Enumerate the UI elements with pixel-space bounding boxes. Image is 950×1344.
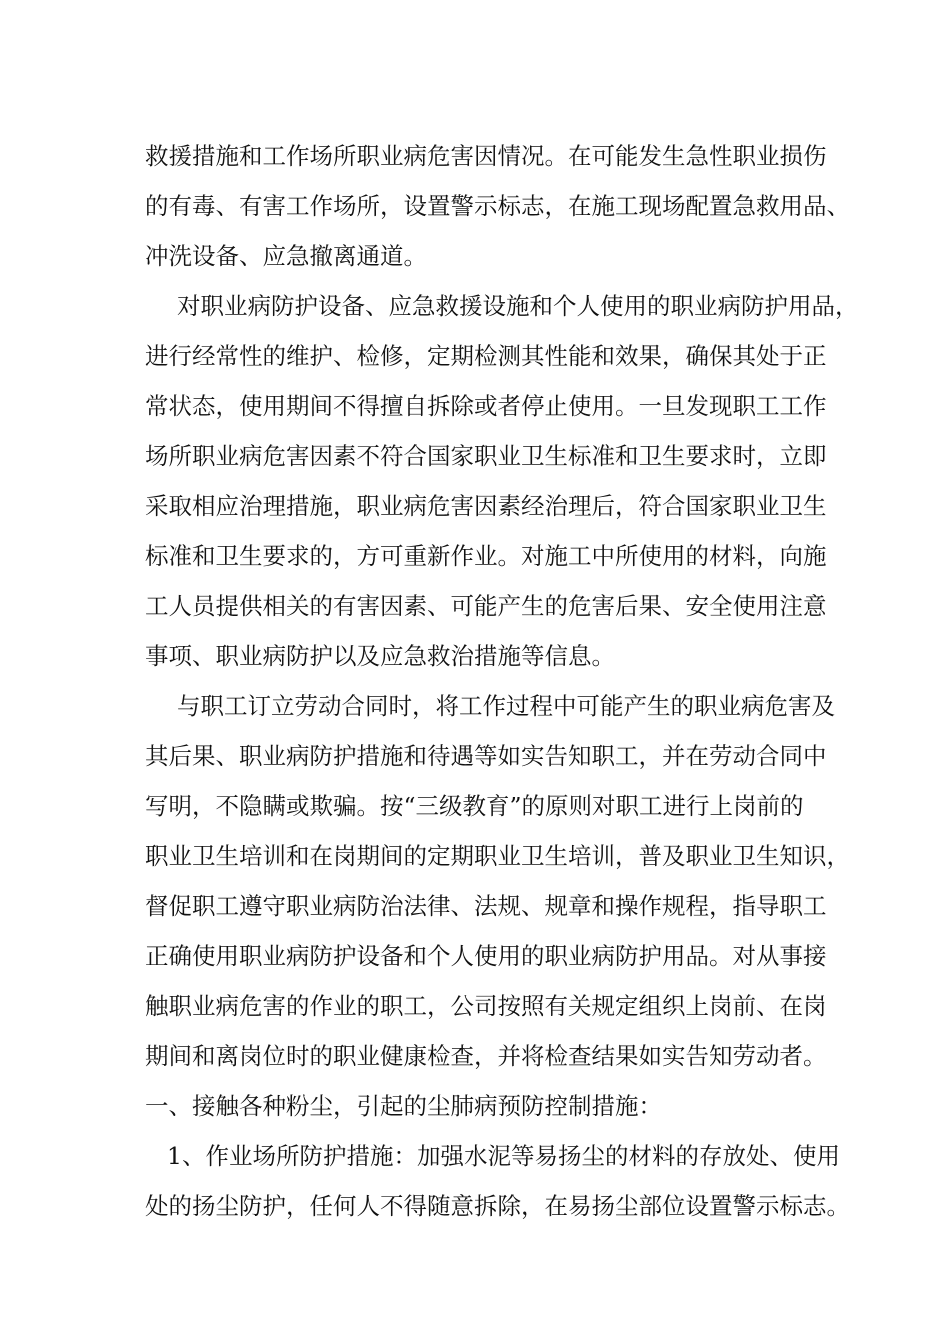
text-line: 与职工订立劳动合同时，将工作过程中可能产生的职业病危害及	[177, 692, 835, 720]
text-line: 进行经常性的维护、检修，定期检测其性能和效果，确保其处于正	[145, 342, 827, 370]
text-line: 1、作业场所防护措施：加强水泥等易扬尘的材料的存放处、使用	[167, 1142, 840, 1170]
heading-line: 一、接触各种粉尘，引起的尘肺病预防控制措施：	[145, 1092, 662, 1120]
text-line: 职业卫生培训和在岗期间的定期职业卫生培训，普及职业卫生知识，	[145, 842, 850, 870]
text-line: 触职业病危害的作业的职工，公司按照有关规定组织上岗前、在岗	[145, 992, 827, 1020]
text-line: 工人员提供相关的有害因素、可能产生的危害后果、安全使用注意	[145, 592, 827, 620]
paragraph	[145, 281, 859, 681]
text-line: 采取相应治理措施，职业病危害因素经治理后，符合国家职业卫生	[145, 492, 827, 520]
paragraph	[145, 681, 850, 1081]
text-line: 救援措施和工作场所职业病危害因情况。在可能发生急性职业损伤	[145, 142, 827, 170]
text-line: 的有毒、有害工作场所，设置警示标志，在施工现场配置急救用品、	[145, 192, 850, 220]
text-line: 期间和离岗位时的职业健康检查，并将检查结果如实告知劳动者。	[145, 1042, 827, 1070]
text-line: 其后果、职业病防护措施和待遇等如实告知职工，并在劳动合同中	[145, 742, 827, 770]
list-item	[145, 1131, 850, 1231]
text-line: 写明，不隐瞒或欺骗。按“三级教育”的原则对职工进行上岗前的	[145, 792, 804, 820]
text-line: 标准和卫生要求的，方可重新作业。对施工中所使用的材料，向施	[145, 542, 827, 570]
paragraph	[145, 131, 850, 281]
text-line: 场所职业病危害因素不符合国家职业卫生标准和卫生要求时，立即	[145, 442, 827, 470]
text-line: 冲洗设备、应急撤离通道。	[145, 242, 427, 270]
text-line: 事项、职业病防护以及应急救治措施等信息。	[145, 642, 615, 670]
text-line: 常状态，使用期间不得擅自拆除或者停止使用。一旦发现职工工作	[145, 392, 827, 420]
text-line: 对职业病防护设备、应急救援设施和个人使用的职业病防护用品，	[177, 292, 859, 320]
document-body	[145, 131, 859, 1231]
text-line: 督促职工遵守职业病防治法律、法规、规章和操作规程，指导职工	[145, 892, 827, 920]
section-heading	[145, 1081, 813, 1131]
text-line: 处的扬尘防护，任何人不得随意拆除，在易扬尘部位设置警示标志。	[145, 1192, 850, 1220]
text-line: 正确使用职业病防护设备和个人使用的职业病防护用品。对从事接	[145, 942, 827, 970]
